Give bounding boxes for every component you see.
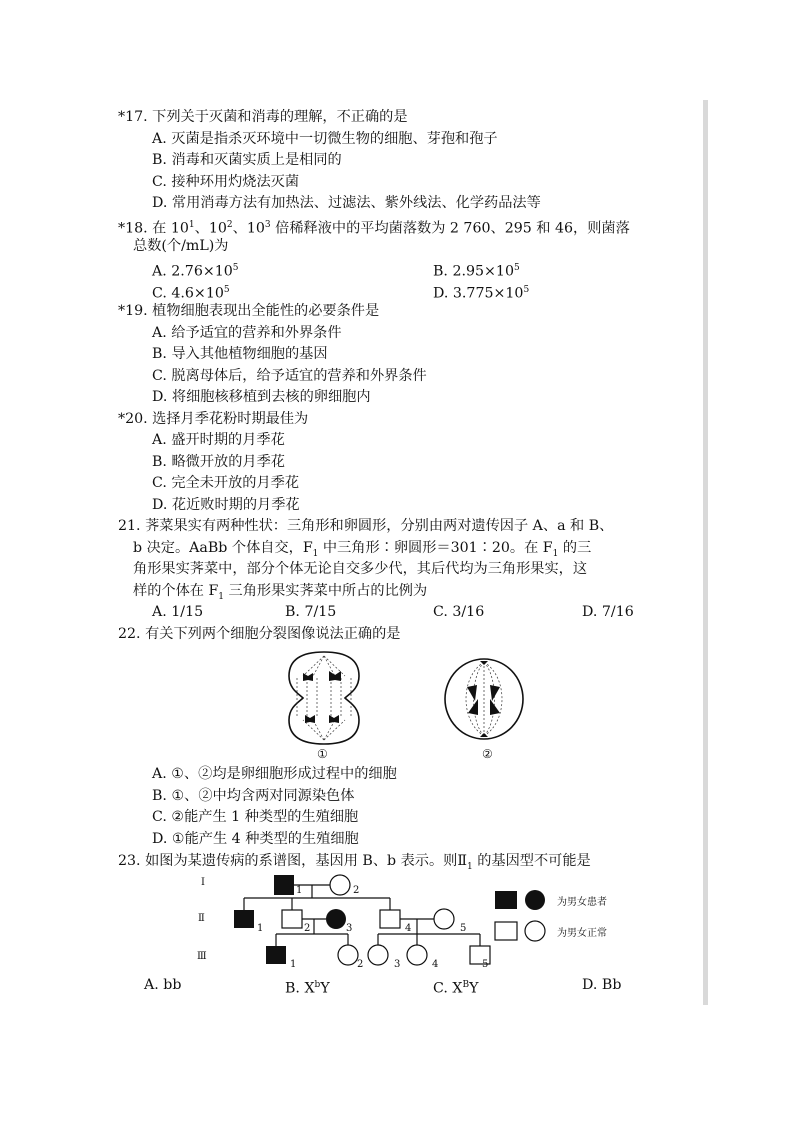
pedigree-II4-normal-male — [380, 910, 400, 928]
q22-stem: 22. 有关下列两个细胞分裂图像说法正确的是 — [118, 626, 401, 642]
q18-stem-cont: 总数(个/mL)为 — [133, 238, 229, 254]
legend-affected-male-symbol — [495, 891, 517, 909]
pedigree-III3-normal-female — [368, 945, 388, 965]
q22-option-d: D. ①能产生 4 种类型的生殖细胞 — [152, 831, 359, 847]
cell-division-figure-2 — [440, 655, 528, 749]
legend-normal-female-symbol — [525, 921, 545, 941]
pedigree-number-III2: 2 — [357, 959, 364, 970]
q17-option-b: B. 消毒和灭菌实质上是相同的 — [152, 152, 342, 168]
q17-option-d: D. 常用消毒方法有加热法、过滤法、紫外线法、化学药品法等 — [152, 195, 541, 211]
q18-option-a: A. $2.76\times 10^5$ — [152, 263, 239, 280]
q21-line2: b 决定。AaBb 个体自交，$F_1$ 中三角形∶卵圆形＝301∶20。在 $F_1$ 的三 — [133, 540, 592, 559]
generation-label-3: Ⅲ — [197, 951, 207, 962]
figure-1-label: ① — [317, 747, 328, 761]
q21-option-c: C. 3/16 — [433, 604, 485, 620]
q17-option-a: A. 灭菌是指杀灭环境中一切微生物的细胞、芽孢和孢子 — [152, 131, 498, 147]
q19-stem: *19. 植物细胞表现出全能性的必要条件是 — [118, 303, 380, 319]
generation-label-2: Ⅱ — [198, 913, 205, 924]
q20-option-c: C. 完全未开放的月季花 — [152, 475, 300, 491]
q23-option-c: C. $X^BY$ — [433, 980, 479, 997]
pedigree-number-II2: 2 — [304, 923, 311, 934]
q21-line4: 样的个体在 $F_1$ 三角形果实荠菜中所占的比例为 — [133, 583, 428, 602]
q20-option-d: D. 花近败时期的月季花 — [152, 497, 300, 513]
cell-division-figure-1 — [283, 648, 365, 748]
q21-line1: 21. 荠菜果实有两种性状：三角形和卵圆形，分别由两对遗传因子 A、a 和 B、 — [118, 518, 614, 534]
pedigree-number-III1: 1 — [290, 959, 297, 970]
page-edge-shadow — [703, 100, 708, 1005]
pedigree-III2-normal-female — [338, 945, 358, 965]
pedigree-chart — [190, 872, 500, 972]
q22-option-a: A. ①、②均是卵细胞形成过程中的细胞 — [152, 766, 397, 782]
pedigree-number-I2: 2 — [353, 885, 360, 896]
pedigree-number-II1: 1 — [257, 923, 264, 934]
q18-option-d: D. $3.775\times 10^5$ — [433, 285, 530, 302]
pedigree-number-III4: 4 — [432, 959, 439, 970]
pedigree-II3-affected-female — [326, 909, 346, 929]
pedigree-number-II3: 3 — [346, 923, 353, 934]
q21-option-d: D. 7/16 — [582, 604, 634, 620]
q20-stem: *20. 选择月季花粉时期最佳为 — [118, 411, 309, 427]
q17-option-c: C. 接种环用灼烧法灭菌 — [152, 174, 300, 190]
q21-option-a: A. 1/15 — [152, 604, 204, 620]
q21-line3: 角形果实荠菜中，部分个体无论自交多少代，其后代均为三角形果实，这 — [133, 561, 588, 577]
pedigree-legend-symbols — [493, 889, 553, 945]
pedigree-number-I1: 1 — [296, 885, 303, 896]
pedigree-number-III3: 3 — [394, 959, 401, 970]
q20-option-b: B. 略微开放的月季花 — [152, 454, 285, 470]
figure-2-label: ② — [482, 747, 493, 761]
q23-option-a: A. bb — [144, 977, 182, 993]
q20-option-a: A. 盛开时期的月季花 — [152, 432, 285, 448]
q19-option-d: D. 将细胞核移植到去核的卵细胞内 — [152, 389, 371, 405]
legend-normal-label: 为男女正常 — [557, 928, 607, 939]
pedigree-III4-normal-female — [407, 945, 427, 965]
pedigree-III1-affected-male — [266, 946, 286, 964]
q21-option-b: B. 7/15 — [285, 604, 337, 620]
q22-option-c: C. ②能产生 1 种类型的生殖细胞 — [152, 809, 359, 825]
legend-normal-male-symbol — [495, 922, 517, 940]
legend-affected-female-symbol — [525, 890, 545, 910]
q23-option-b: B. $X^bY$ — [285, 980, 330, 997]
q19-option-b: B. 导入其他植物细胞的基因 — [152, 346, 328, 362]
pedigree-I1-affected-male — [274, 875, 294, 895]
q18-option-b: B. $2.95\times 10^5$ — [433, 263, 520, 280]
q23-option-d: D. Bb — [582, 977, 622, 993]
pedigree-II2-normal-male — [282, 910, 302, 928]
legend-affected-label: 为男女患者 — [557, 897, 607, 908]
pedigree-II5-normal-female — [434, 909, 454, 929]
pedigree-I2-normal-female — [330, 875, 350, 895]
q22-option-b: B. ①、②中均含两对同源染色体 — [152, 788, 355, 804]
generation-label-1: Ⅰ — [201, 877, 205, 888]
q23-stem: 23. 如图为某遗传病的系谱图，基因用 B、b 表示。则$Ⅱ_1$ 的基因型不可能是 — [118, 853, 591, 872]
q19-option-c: C. 脱离母体后，给予适宜的营养和外界条件 — [152, 368, 427, 384]
q17-stem: *17. 下列关于灭菌和消毒的理解，不正确的是 — [118, 109, 408, 125]
pedigree-II1-affected-male — [234, 910, 254, 928]
q19-option-a: A. 给予适宜的营养和外界条件 — [152, 325, 342, 341]
q18-stem: *18. 在 $10^1$、$10^2$、$10^3$ 倍稀释液中的平均菌落数为 2 760、295 和 46，则菌落 — [118, 220, 630, 237]
pedigree-number-II5: 5 — [460, 923, 467, 934]
pedigree-number-II4: 4 — [405, 923, 412, 934]
pedigree-number-III5: 5 — [482, 959, 489, 970]
q18-option-c: C. $4.6\times 10^5$ — [152, 285, 230, 302]
